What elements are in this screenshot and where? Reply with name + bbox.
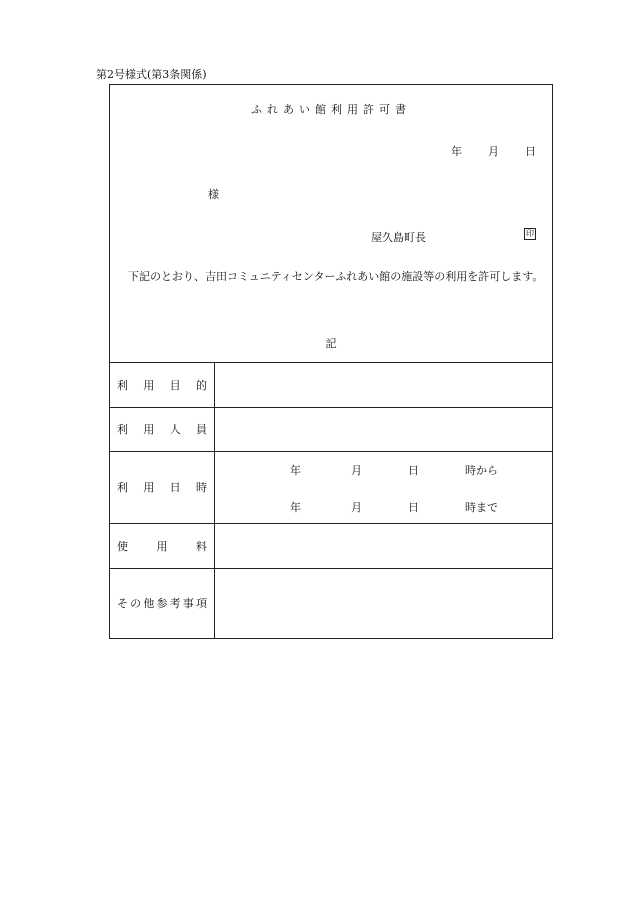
row-label-char: 用 xyxy=(143,423,155,436)
table-row-datetime xyxy=(110,451,552,524)
start-time-label: 時から xyxy=(465,464,498,477)
row-label-char: 日 xyxy=(169,481,181,494)
start-day-label: 日 xyxy=(408,464,419,477)
form-number: 第2号様式(第3条関係) xyxy=(96,68,207,81)
row-label-char: 利 xyxy=(117,423,128,436)
row-label xyxy=(110,523,215,568)
row-label-char: 利 xyxy=(117,481,128,494)
table-row-attendees xyxy=(110,407,552,452)
row-value-notes xyxy=(215,568,552,638)
end-year-label: 年 xyxy=(290,501,301,514)
row-label-char: 用 xyxy=(143,481,155,494)
permit-statement-text: 下記のとおり、吉田コミュニティセンターふれあい館の施設等の利用を許可します。 xyxy=(128,270,544,283)
date-day-label: 日 xyxy=(525,145,536,158)
table-row-purpose xyxy=(110,362,552,408)
row-label-text xyxy=(117,538,207,554)
issue-date xyxy=(451,143,536,159)
row-value-fee xyxy=(215,523,552,568)
form-title: ふれあい館利用許可書 xyxy=(251,103,411,116)
row-label-char: 時 xyxy=(195,481,207,494)
seal-mark: 印 xyxy=(526,229,534,238)
row-label-text xyxy=(117,377,207,393)
row-value-purpose xyxy=(215,362,552,407)
row-label-text xyxy=(117,479,207,495)
addressee-suffix: 様 xyxy=(208,188,219,201)
start-month-label: 月 xyxy=(351,464,362,477)
row-label-char: そ xyxy=(117,597,128,610)
row-label xyxy=(110,451,215,523)
row-label-char: の xyxy=(130,597,142,610)
row-label-char: 員 xyxy=(195,423,207,436)
row-label-text xyxy=(117,421,207,437)
issuer-name: 屋久島町長 xyxy=(371,231,426,244)
row-label-char: 他 xyxy=(143,597,155,610)
row-label xyxy=(110,407,215,451)
row-label-text xyxy=(117,595,207,611)
row-label-char: 用 xyxy=(143,378,155,392)
row-label-char: 的 xyxy=(195,378,207,392)
row-label-char: 利 xyxy=(117,378,128,392)
row-value-datetime xyxy=(215,451,552,523)
table-row-fee xyxy=(110,523,552,569)
start-year-label: 年 xyxy=(290,464,301,477)
ki-heading: 記 xyxy=(325,337,337,350)
row-label-char: 考 xyxy=(169,597,181,610)
end-time-label: 時まで xyxy=(465,501,498,514)
row-label xyxy=(110,362,215,407)
row-label xyxy=(110,568,215,638)
row-label-char: 事 xyxy=(182,597,194,610)
row-label-char: 用 xyxy=(156,539,168,553)
row-label-char: 人 xyxy=(169,423,181,436)
date-year-label: 年 xyxy=(451,145,462,158)
row-value-attendees xyxy=(215,407,552,451)
permit-statement xyxy=(114,266,550,287)
table-row-notes xyxy=(110,568,552,638)
end-day-label: 日 xyxy=(408,501,419,514)
row-label-char: 料 xyxy=(196,539,207,553)
row-label-char: 使 xyxy=(117,539,128,553)
form-header xyxy=(110,85,552,363)
end-month-label: 月 xyxy=(351,501,362,514)
date-month-label: 月 xyxy=(488,145,499,158)
row-label-char: 項 xyxy=(195,597,207,610)
row-label-char: 参 xyxy=(156,597,168,610)
row-label-char: 目 xyxy=(169,378,181,392)
permit-form xyxy=(109,84,553,639)
